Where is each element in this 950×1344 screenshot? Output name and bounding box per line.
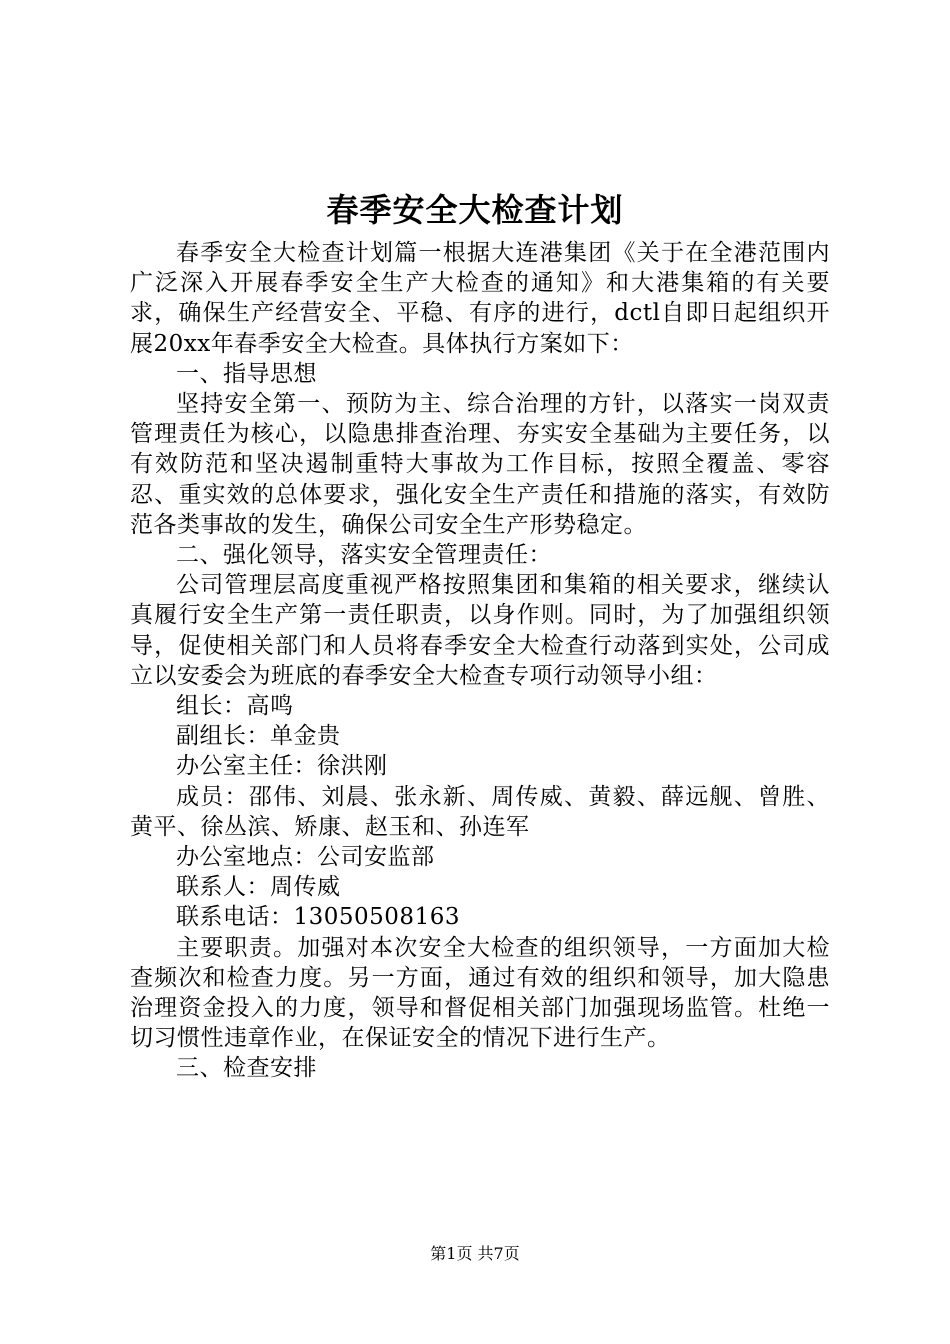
document-body: [130, 238, 830, 1084]
document-title: 春季安全大检查计划: [326, 191, 624, 229]
line-contact-person: 联系人：周传威: [176, 874, 341, 901]
line-deputy-leader: 副组长：单金贵: [176, 723, 341, 750]
heading-guiding-ideology: 一、指导思想: [176, 360, 317, 387]
line-contact-phone: 联系电话：13050508163: [176, 904, 460, 931]
line-members: 成员：邵伟、刘晨、张永新、周传威、黄毅、薛远舰、曾胜、黄平、徐丛滨、矫康、赵玉和、孙连军: [130, 783, 830, 840]
paragraph-main-duties: 主要职责。加强对本次安全大检查的组织领导，一方面加大检查频次和检查力度。另一方面，通过有效的组织和领导，加大隐患治理资金投入的力度，领导和督促相关部门加强现场监管。杜绝一切习惯性违章作业，在保证安全的情况下进行生产。: [130, 934, 830, 1052]
page-footer: 第1页 共7页: [430, 1244, 520, 1263]
heading-inspection-arrangement: 三、检查安排: [176, 1055, 317, 1082]
line-office-director: 办公室主任：徐洪刚: [176, 753, 388, 780]
line-office-location: 办公室地点：公司安监部: [176, 844, 435, 871]
line-team-leader: 组长：高鸣: [176, 693, 294, 720]
heading-strengthen-leadership: 二、强化领导，落实安全管理责任：: [176, 542, 552, 569]
paragraph-guiding-ideology: 坚持安全第一、预防为主、综合治理的方针，以落实一岗双责管理责任为核心，以隐患排查治理、夯实安全基础为主要任务，以有效防范和坚决遏制重特大事故为工作目标，按照全覆盖、零容忍、重实效的总体要求，强化安全生产责任和措施的落实，有效防范各类事故的发生，确保公司安全生产形势稳定。: [130, 391, 830, 538]
paragraph-intro: 春季安全大检查计划篇一根据大连港集团《关于在全港范围内广泛深入开展春季安全生产大检查的通知》和大港集箱的有关要求，确保生产经营安全、平稳、有序的进行，dctl自即日起组织开展20xx年春季安全大检查。具体执行方案如下：: [130, 240, 830, 357]
paragraph-leadership: 公司管理层高度重视严格按照集团和集箱的相关要求，继续认真履行安全生产第一责任职责，以身作则。同时，为了加强组织领导，促使相关部门和人员将春季安全大检查行动落到实处，公司成立以安委会为班底的春季安全大检查专项行动领导小组：: [130, 572, 830, 689]
